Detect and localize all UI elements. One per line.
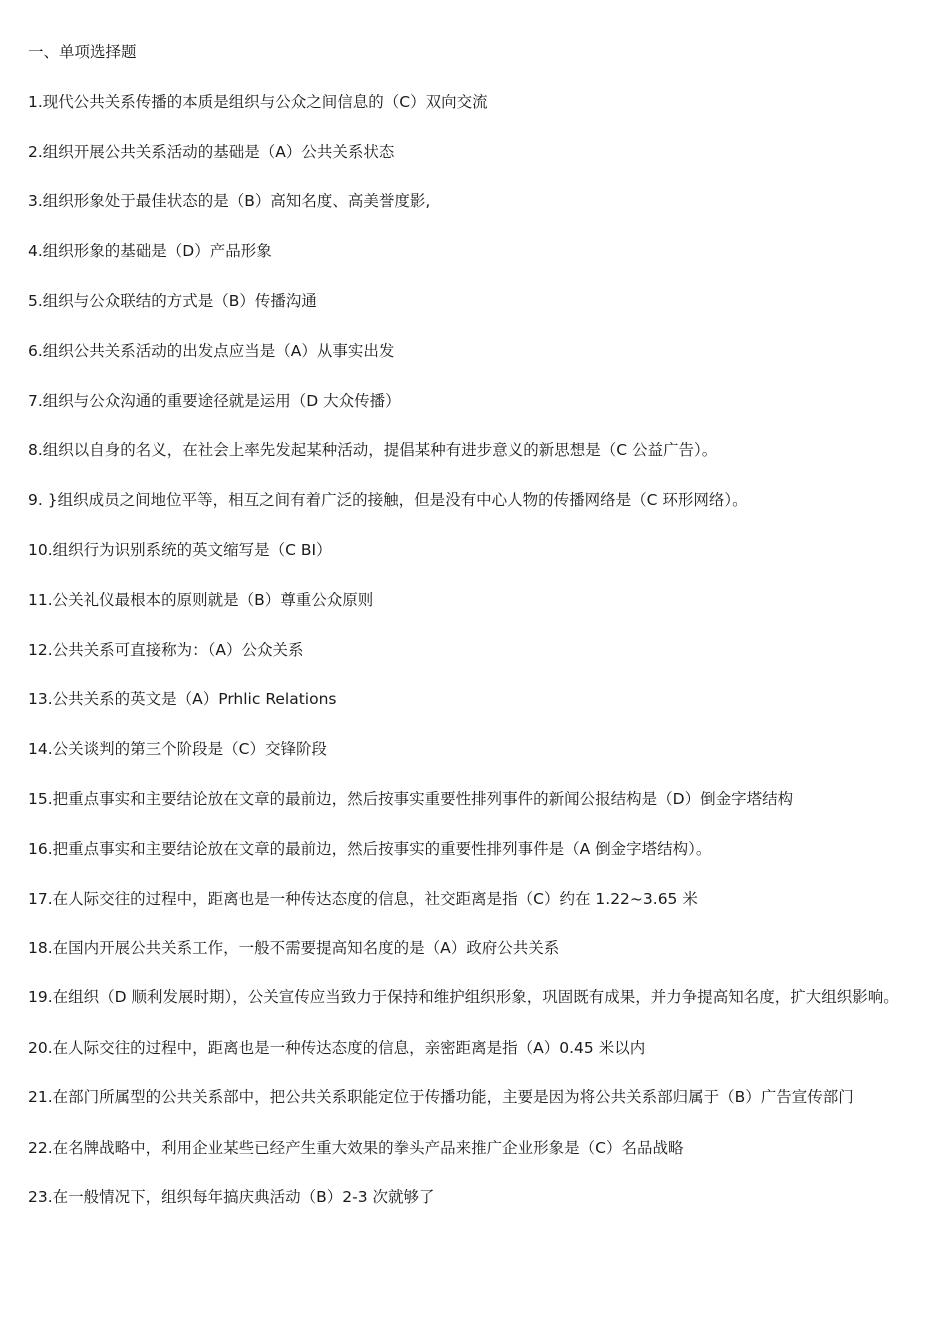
question-item: 11.公关礼仪最根本的原则就是（B）尊重公众原则	[28, 590, 374, 609]
question-item: 21.在部门所属型的公共关系部中，把公共关系职能定位于传播功能，主要是因为将公共关系部归属于（B）广告宣传部门	[28, 1087, 854, 1106]
document-page	[28, 36, 928, 1231]
section-title: 一、单项选择题	[28, 43, 137, 61]
question-item: 20.在人际交往的过程中，距离也是一种传达态度的信息，亲密距离是指（A）0.45 米以内	[28, 1038, 646, 1057]
question-item: 19.在组织（D 顺利发展时期），公关宣传应当致力于保持和维护组织形象，巩固既有成果，并力争提高知名度，扩大组织影响。	[28, 988, 899, 1007]
question-item: 6.组织公共关系活动的出发点应当是（A）从事实出发	[28, 341, 395, 360]
question-item: 18.在国内开展公共关系工作，一般不需要提高知名度的是（A）政府公共关系	[28, 939, 560, 958]
question-item: 23.在一般情况下，组织每年搞庆典活动（B）2-3 次就够了	[28, 1188, 435, 1207]
question-item: 9. }组织成员之间地位平等，相互之间有着广泛的接触，但是没有中心人物的传播网络是（C 环形网络）。	[28, 491, 748, 510]
question-item: 4.组织形象的基础是（D）产品形象	[28, 242, 272, 261]
question-item: 14.公关谈判的第三个阶段是（C）交锋阶段	[28, 740, 327, 759]
question-item: 12.公共关系可直接称为：（A）公众关系	[28, 640, 304, 659]
question-item: 10.组织行为识别系统的英文缩写是（C BI）	[28, 540, 332, 559]
question-item: 16.把重点事实和主要结论放在文章的最前边，然后按事实的重要性排列事件是（A 倒金字塔结构）。	[28, 839, 712, 858]
question-item: 3.组织形象处于最佳状态的是（B）高知名度、高美誉度影,	[28, 192, 431, 211]
question-item: 17.在人际交往的过程中，距离也是一种传达态度的信息，社交距离是指（C）约在 1.22~3.65 米	[28, 889, 698, 908]
question-item: 5.组织与公众联结的方式是（B）传播沟通	[28, 291, 317, 310]
question-item: 7.组织与公众沟通的重要途径就是运用（D 大众传播）	[28, 391, 401, 410]
question-item: 8.组织以自身的名义，在社会上率先发起某种活动，提倡某种有进步意义的新思想是（C 公益广告）。	[28, 441, 718, 460]
question-item: 2.组织开展公共关系活动的基础是（A）公共关系状态	[28, 142, 395, 161]
question-item: 1.现代公共关系传播的本质是组织与公众之间信息的（C）双向交流	[28, 92, 488, 111]
question-item: 22.在名牌战略中，利用企业某些已经产生重大效果的拳头产品来推广企业形象是（C）名品战略	[28, 1138, 684, 1157]
question-item: 13.公共关系的英文是（A）Prhlic Relations	[28, 690, 337, 709]
question-item: 15.把重点事实和主要结论放在文章的最前边，然后按事实重要性排列事件的新闻公报结构是（D）倒金字塔结构	[28, 789, 794, 808]
